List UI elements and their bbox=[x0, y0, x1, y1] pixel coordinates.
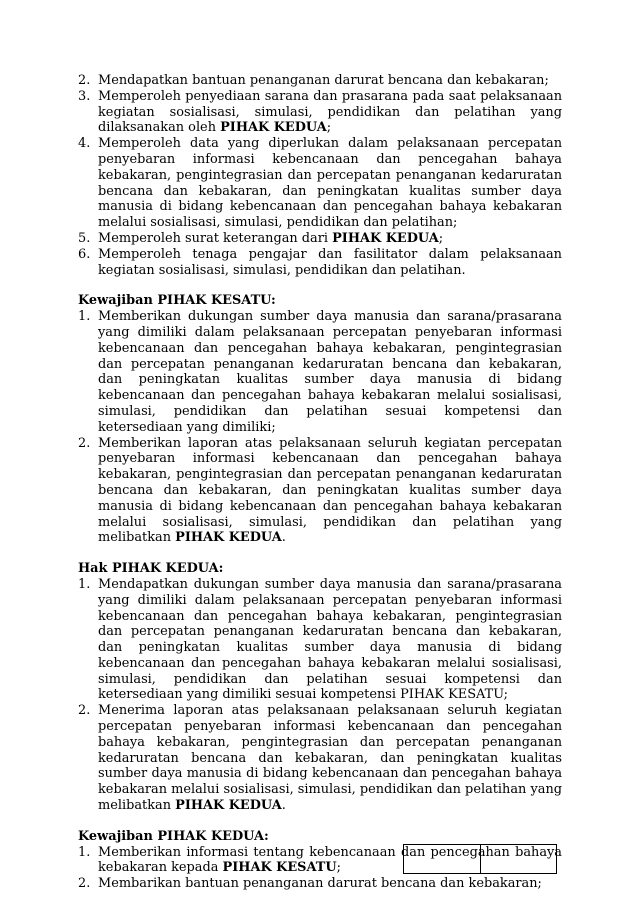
list-item-text: Memperoleh tenaga pengajar dan fasilitator dalam pelaksanaan kegiatan sosialisasi, simulasi, pendidikan dan pelatihan. bbox=[98, 246, 562, 278]
initials-cell-left bbox=[404, 845, 480, 873]
list-item-text: . bbox=[281, 530, 286, 546]
list-item-number: 1. bbox=[78, 576, 91, 592]
list-item-text: . bbox=[281, 798, 286, 814]
list-item-text: Memberikan informasi tentang kebencanaan dan pencegahan bahaya kebakaran kepada bbox=[98, 844, 562, 876]
list-item-text: Mendapatkan dukungan sumber daya manusia dan sarana/prasarana yang dimiliki dalam pelaksanaan percepatan penyebaran informasi kebencanaan dan pencegahan bahaya kebakaran, pengintegrasian dan percepatan penanganan kedaruratan bencana dan kebakaran, dan peningkatan kualitas sumber daya manusia di bidang kebencanaan dan pencegahan bahaya kebakaran melalui sosialisasi, simulasi, pendidikan dan pelatihan sesuai kompetensi dan ketersediaan yang dimiliki sesuai kompetensi PIHAK KESATU; bbox=[98, 576, 562, 703]
list-item-number: 4. bbox=[78, 136, 91, 152]
list-item-text: Mendapatkan bantuan penanganan darurat bencana dan kebakaran; bbox=[98, 73, 549, 88]
list-item-text: ; bbox=[326, 120, 332, 136]
list-item-number: 5. bbox=[78, 230, 91, 246]
list-item-text: Memperoleh data yang diperlukan dalam pelaksanaan percepatan penyebaran informasi kebencanaan dan pencegahan bahaya kebakaran, pengintegrasian dan percepatan penanganan kedaruratan bencana dan kebakaran, dan peningkatan kualitas sumber daya manusia di bidang kebencanaan dan pencegahan bahaya kebakaran melalui sosialisasi, simulasi, pendidikan dan pelatihan; bbox=[98, 136, 562, 231]
list-item-number: 2. bbox=[78, 703, 91, 719]
heading-kewajiban-pihak-kedua: Kewajiban PIHAK KEDUA: bbox=[78, 828, 269, 844]
list-item-text: ; bbox=[438, 230, 444, 246]
list-item-text: Memberikan laporan atas pelaksanaan seluruh kegiatan percepatan penyebaran informasi kebencanaan dan pencegahan bahaya kebakaran, pengintegrasian dan percepatan penanganan kedaruratan bencana dan kebakaran, dan peningkatan kualitas sumber daya manusia di bidang kebencanaan dan pencegahan bahaya kebakaran melalui sosialisasi, simulasi, pendidikan dan pelatihan yang melibatkan bbox=[98, 435, 562, 546]
list-item bbox=[78, 436, 562, 547]
list-item-number: 6. bbox=[78, 246, 91, 262]
party-name-bold: PIHAK KESATU bbox=[222, 860, 337, 876]
document-body bbox=[78, 73, 562, 892]
list-item bbox=[78, 703, 562, 814]
list-item-text: Memperoleh penyediaan sarana dan prasarana pada saat pelaksanaan kegiatan sosialisasi, simulasi, pendidikan dan pelatihan yang dilaksanakan oleh bbox=[98, 88, 562, 136]
list-item-number: 1. bbox=[78, 309, 91, 325]
initials-box bbox=[403, 844, 557, 874]
list-continued bbox=[78, 73, 562, 278]
list-item-text: ; bbox=[336, 860, 341, 876]
list-item-text: Memberikan dukungan sumber daya manusia dan sarana/prasarana yang dimiliki dalam pelaksanaan percepatan penyebaran informasi kebencanaan dan pencegahan bahaya kebakaran, pengintegrasian dan percepatan penanganan kedaruratan bencana dan kebakaran, dan peningkatan kualitas sumber daya manusia di bidang kebencanaan dan pencegahan bahaya kebakaran melalui sosialisasi, simulasi, pendidikan dan pelatihan sesuai kompetensi dan ketersediaan yang dimiliki; bbox=[98, 309, 562, 435]
list-item bbox=[78, 89, 562, 136]
list-item bbox=[78, 136, 562, 231]
list-item-number: 2. bbox=[78, 435, 91, 451]
list-kewajiban-pihak-kesatu bbox=[78, 309, 562, 546]
list-hak-pihak-kedua bbox=[78, 577, 562, 814]
list-item-text: Menerima laporan atas pelaksanaan pelaksanaan seluruh kegiatan percepatan penyebaran informasi kebencanaan dan pencegahan bahaya kebakaran, pengintegrasian dan percepatan penanganan kedaruratan bencana dan kebakaran, dan peningkatan kualitas sumber daya manusia di bidang kebencanaan dan pencegahan bahaya kebakaran melalui sosialisasi, simulasi, pendidikan dan pelatihan yang melibatkan bbox=[98, 703, 562, 814]
heading-hak-pihak-kedua: Hak PIHAK KEDUA: bbox=[78, 561, 224, 577]
list-item bbox=[78, 309, 562, 435]
list-item bbox=[78, 876, 562, 892]
list-item bbox=[78, 73, 562, 89]
party-name-bold: PIHAK KEDUA bbox=[332, 230, 439, 246]
list-item-number: 2. bbox=[78, 876, 91, 892]
list-item-text: Membarikan bantuan penanganan darurat bencana dan kebakaran; bbox=[98, 876, 542, 892]
list-item-number: 3. bbox=[78, 88, 91, 104]
party-name-bold: PIHAK KEDUA bbox=[175, 530, 282, 546]
list-item-number: 2. bbox=[78, 73, 91, 88]
heading-kewajiban-pihak-kesatu: Kewajiban PIHAK KESATU: bbox=[78, 293, 276, 309]
party-name-bold: PIHAK KEDUA bbox=[220, 120, 327, 136]
party-name-bold: PIHAK KEDUA bbox=[175, 798, 282, 814]
list-item bbox=[78, 231, 562, 247]
list-item-number: 1. bbox=[78, 844, 91, 860]
list-item bbox=[78, 247, 562, 279]
list-item-text: Memperoleh surat keterangan dari bbox=[98, 230, 333, 246]
list-item bbox=[78, 577, 562, 703]
initials-cell-right bbox=[480, 845, 557, 873]
